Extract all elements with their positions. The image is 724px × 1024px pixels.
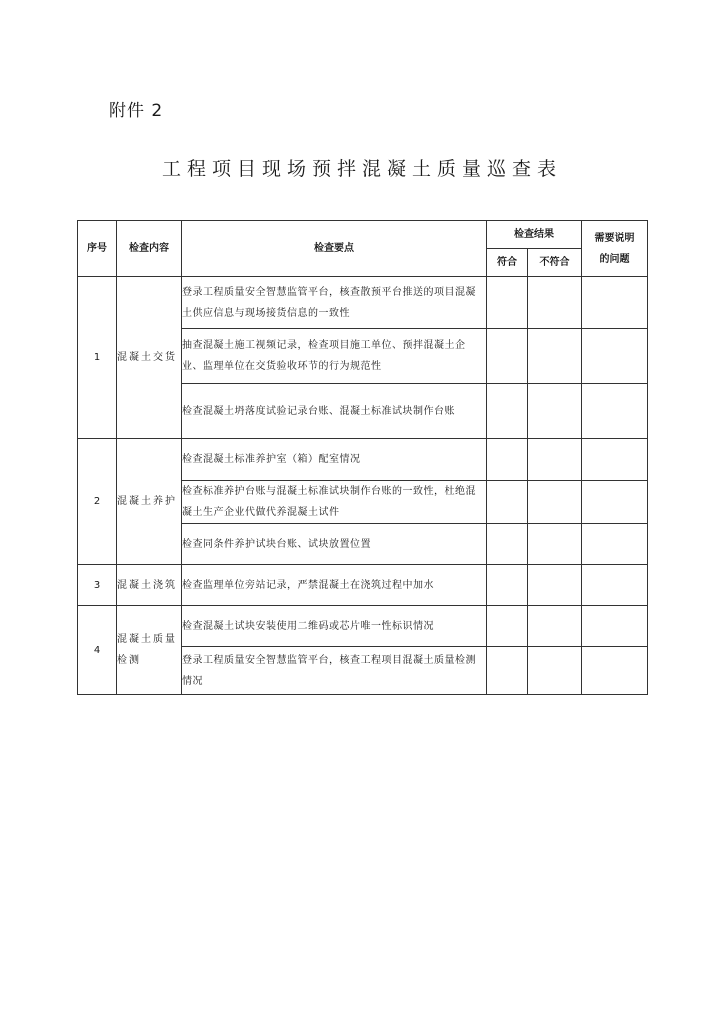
header-notes: 需要说明的问题 [582,221,648,277]
check-point: 检查监理单位旁站记录，严禁混凝土在浇筑过程中加水 [182,565,487,606]
check-point: 检查混凝土标准养护室（箱）配室情况 [182,439,487,481]
notes-cell[interactable] [582,524,648,565]
check-point: 检查混凝土坍落度试验记录台账、混凝土标准试块制作台账 [182,384,487,439]
fail-cell[interactable] [528,565,582,606]
row-number: 1 [78,277,117,439]
notes-cell[interactable] [582,384,648,439]
check-point: 检查混凝土试块安装使用二维码或芯片唯一性标识情况 [182,606,487,647]
fail-cell[interactable] [528,439,582,481]
check-point: 抽查混凝土施工视频记录，检查项目施工单位、预拌混凝土企业、监理单位在交货验收环节的行为规范性 [182,329,487,384]
fail-cell[interactable] [528,384,582,439]
page-title: 工程项目现场预拌混凝土质量巡查表 [161,158,562,180]
attachment-label: 附件 2 [109,101,164,121]
pass-cell[interactable] [487,481,528,524]
pass-cell[interactable] [487,384,528,439]
pass-cell[interactable] [487,277,528,329]
check-point: 检查同条件养护试块台账、试块放置位置 [182,524,487,565]
notes-cell[interactable] [582,647,648,695]
check-content: 混凝土交货 [117,277,182,439]
inspection-table [77,220,648,695]
notes-cell[interactable] [582,606,648,647]
fail-cell[interactable] [528,481,582,524]
table-row [78,277,648,329]
check-point: 登录工程质量安全智慧监管平台，核查散预平台推送的项目混凝土供应信息与现场接货信息的一致性 [182,277,487,329]
fail-cell[interactable] [528,277,582,329]
header-content: 检查内容 [117,221,182,277]
table-row [78,565,648,606]
fail-cell[interactable] [528,606,582,647]
check-point: 登录工程质量安全智慧监管平台，核查工程项目混凝土质量检测情况 [182,647,487,695]
pass-cell[interactable] [487,647,528,695]
fail-cell[interactable] [528,329,582,384]
pass-cell[interactable] [487,439,528,481]
notes-cell[interactable] [582,481,648,524]
pass-cell[interactable] [487,565,528,606]
fail-cell[interactable] [528,647,582,695]
row-number: 3 [78,565,117,606]
pass-cell[interactable] [487,524,528,565]
header-result: 检查结果 [487,221,582,249]
pass-cell[interactable] [487,606,528,647]
check-point: 检查标准养护台账与混凝土标准试块制作台账的一致性，杜绝混凝土生产企业代做代养混凝土试件 [182,481,487,524]
header-pass: 符合 [487,249,528,277]
header-points: 检查要点 [182,221,487,277]
notes-cell[interactable] [582,439,648,481]
table-row [78,606,648,647]
check-content: 混凝土养护 [117,439,182,565]
row-number: 2 [78,439,117,565]
header-seq: 序号 [78,221,117,277]
row-number: 4 [78,606,117,695]
notes-cell[interactable] [582,277,648,329]
notes-cell[interactable] [582,565,648,606]
table-row [78,439,648,481]
notes-cell[interactable] [582,329,648,384]
header-fail: 不符合 [528,249,582,277]
fail-cell[interactable] [528,524,582,565]
check-content: 混凝土质量检测 [117,606,182,695]
pass-cell[interactable] [487,329,528,384]
check-content: 混凝土浇筑 [117,565,182,606]
